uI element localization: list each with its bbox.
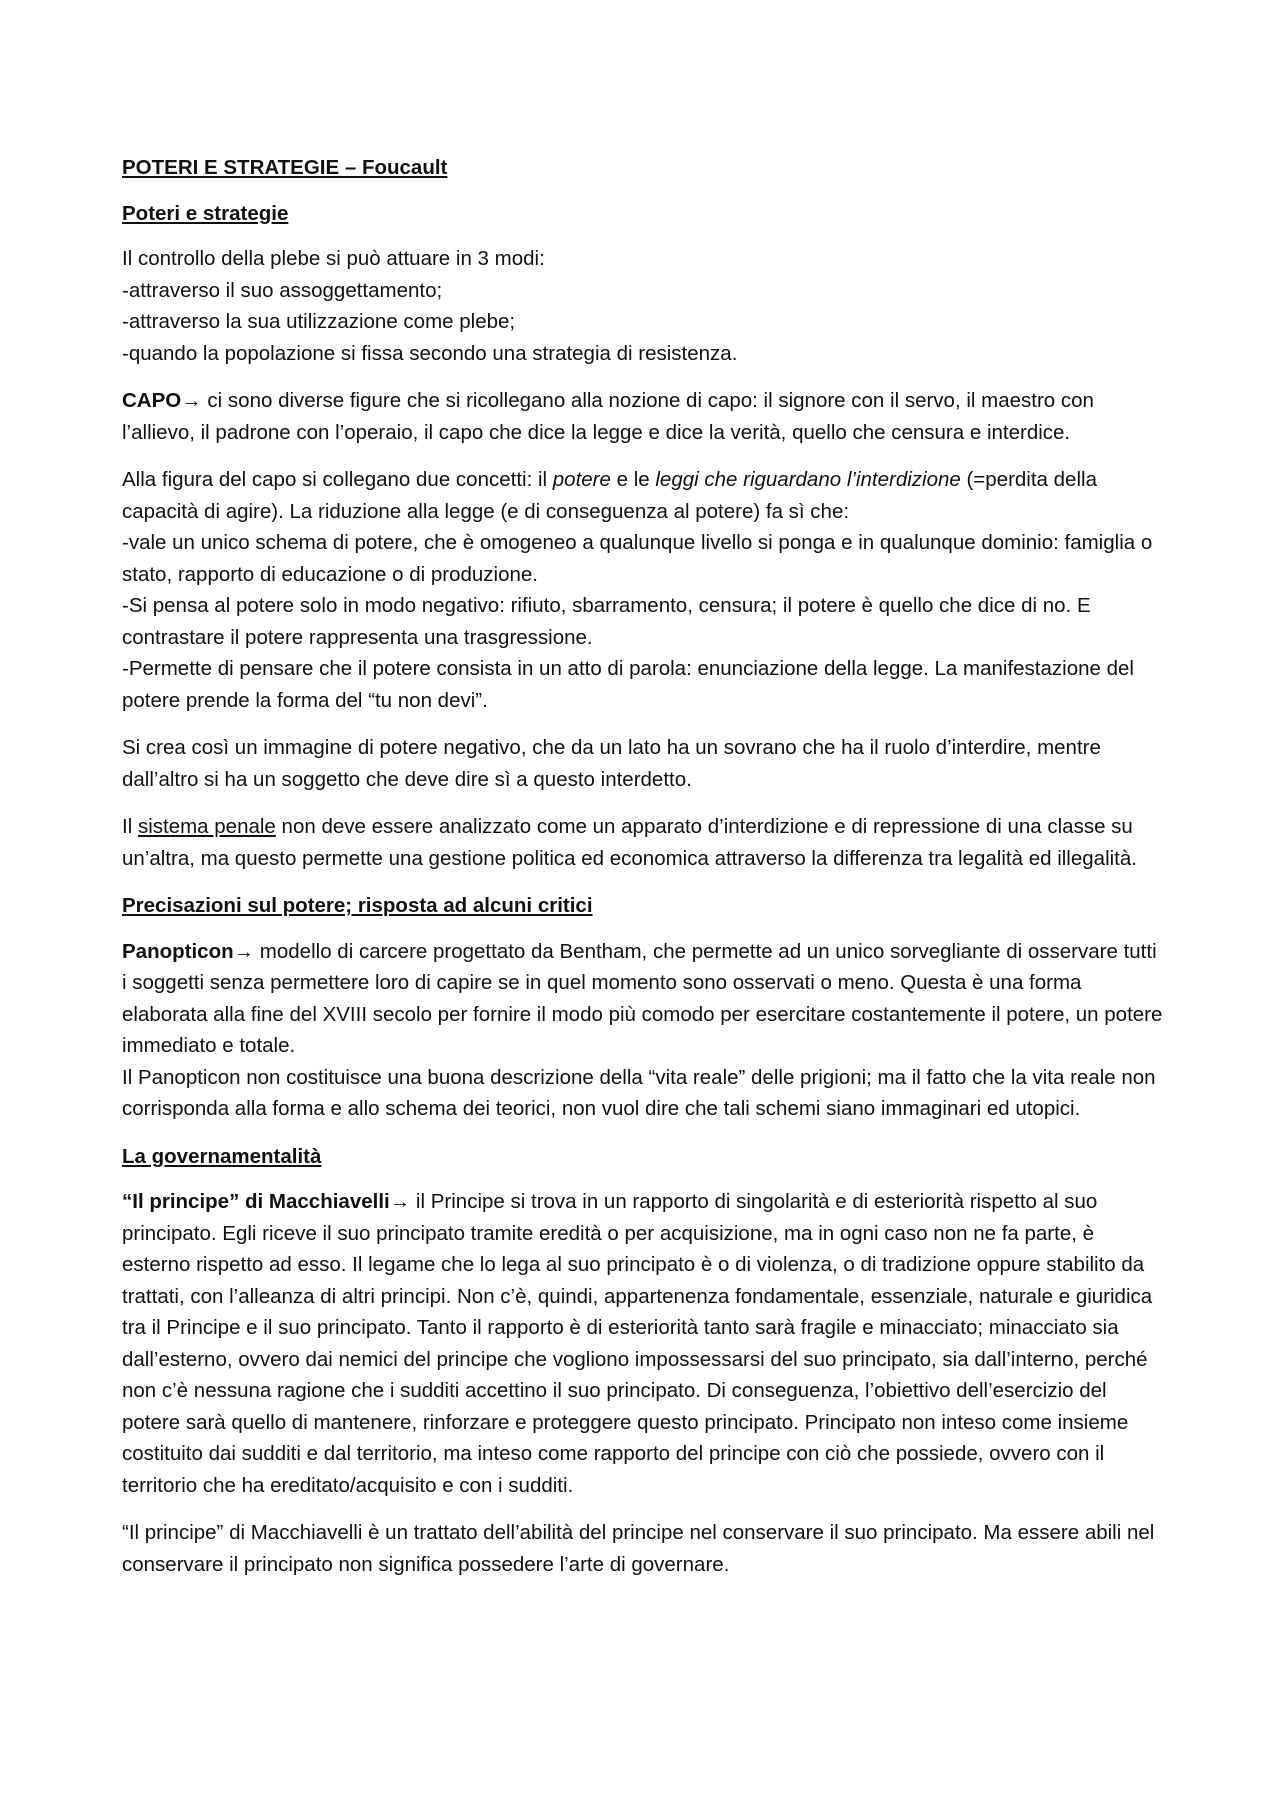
paragraph-principe <box>122 1186 1165 1501</box>
list-item: -vale un unico schema di potere, che è omogeneo a qualunque livello si ponga e in qualunque dominio: famiglia o stato, rapporto di educazione o di produzione. <box>122 531 1153 586</box>
paragraph-panopticon <box>122 936 1165 1125</box>
paragraph-potere-negativo: Si crea così un immagine di potere negativo, che da un lato ha un sovrano che ha il ruolo d’interdire, mentre dall’altro si ha un soggetto che deve dire sì a questo interdetto. <box>122 736 1101 791</box>
paragraph-line: Il controllo della plebe si può attuare in 3 modi: <box>122 247 545 270</box>
emphasis-potere: potere <box>552 468 611 491</box>
paragraph-principe-trattato: “Il principe” di Macchiavelli è un trattato dell’abilità del principe nel conservare il suo principato. Ma essere abili nel conservare il principato non significa possedere l’arte di governare. <box>122 1521 1155 1576</box>
section-heading-precisazioni: Precisazioni sul potere; risposta ad alcuni critici <box>122 894 593 917</box>
term-capo: CAPO→ <box>122 389 202 412</box>
section-heading-poteri-strategie: Poteri e strategie <box>122 201 289 225</box>
list-item: -attraverso il suo assoggettamento; <box>122 278 443 302</box>
paragraph-capo <box>122 385 1165 448</box>
paragraph-controllo-plebe <box>122 243 1165 369</box>
paragraph-text: il Principe si trova in un rapporto di singolarità e di esteriorità rispetto al suo principato. Egli riceve il suo principato tramite eredità o per acquisizione, ma in ogni caso non ne fa parte, è esterno rispetto ad esso. Il legame che lo lega al suo principato è o di violenza, o di tradizione oppure stabilito da trattati, con l’alleanza di altri principi. Non c’è, quindi, appartenenza fondamentale, essenziale, naturale e giuridica tra il Principe e il suo principato. Tanto il rapporto è di esteriorità tanto sarà fragile e minacciato; minacciato sia dall’esterno, ovvero dai nemici del principe che vogliono impossessarsi del suo principato, sia dall’interno, perché non c’è nessuna ragione che i sudditi accettino il suo principato. Di conseguenza, l’obiettivo dell’esercizio del potere sarà quello di mantenere, rinforzare e proteggere questo principato. Principato non inteso come insieme costituito dai sudditi e dal territorio, ma inteso come rapporto del principe con ciò che possiede, ovvero con il territorio che ha ereditato/acquisito e con i sudditi. <box>122 1190 1153 1497</box>
term-principe: “Il principe” di Macchiavelli→ <box>122 1190 411 1213</box>
paragraph-text: modello di carcere progettato da Bentham, che permette ad un unico sorvegliante di osservare tutti i soggetti senza permettere loro di capire se in quel momento sono osservati o meno. Questa è una forma elaborata alla fine del XVIII secolo per fornire il modo più comodo per esercitare costantemente il potere, un potere immediato e totale. <box>122 939 1163 1057</box>
section-heading-governamentalita: La governamentalità <box>122 1144 322 1168</box>
term-sistema-penale: sistema penale <box>137 815 276 838</box>
paragraph-figura-capo <box>122 464 1165 716</box>
list-item: -Permette di pensare che il potere consista in un atto di parola: enunciazione della legge. La manifestazione del potere prende la forma del “tu non devi”. <box>122 657 1134 712</box>
paragraph-text: Il <box>122 815 138 838</box>
emphasis-leggi: leggi che riguardano l’interdizione <box>655 468 961 491</box>
paragraph-text: Alla figura del capo si collegano due concetti: il <box>122 468 553 491</box>
list-item: -attraverso la sua utilizzazione come plebe; <box>122 310 516 333</box>
paragraph-text: (=perdita della capacità di agire). La riduzione alla legge (e di conseguenza al potere) fa sì che: <box>122 468 1097 523</box>
term-panopticon: Panopticon→ <box>122 939 255 963</box>
paragraph-text: non deve essere analizzato come un apparato d’interdizione e di repressione di una classe su un’altra, ma questo permette una gestione politica ed economica attraverso la differenza tra legalità ed illegalità. <box>122 815 1137 870</box>
paragraph-text: ci sono diverse figure che si ricollegano alla nozione di capo: il signore con il servo, il maestro con l’allievo, il padrone con l’operaio, il capo che dice la legge e dice la verità, quello che censura e interdice. <box>122 389 1094 444</box>
list-item: -Si pensa al potere solo in modo negativo: rifiuto, sbarramento, censura; il potere è quello che dice di no. E contrastare il potere rappresenta una trasgressione. <box>122 594 1091 649</box>
paragraph-sistema-penale <box>122 811 1165 874</box>
document-title: POTERI E STRATEGIE – Foucault <box>122 156 448 179</box>
list-item: -quando la popolazione si fissa secondo una strategia di resistenza. <box>122 341 738 365</box>
paragraph-text: e le <box>610 468 656 491</box>
paragraph-text: Il Panopticon non costituisce una buona descrizione della “vita reale” delle prigioni; ma il fatto che la vita reale non corrisponda alla forma e allo schema dei teorici, non vuol dire che tali schemi siano immaginari ed utopici. <box>122 1065 1156 1120</box>
